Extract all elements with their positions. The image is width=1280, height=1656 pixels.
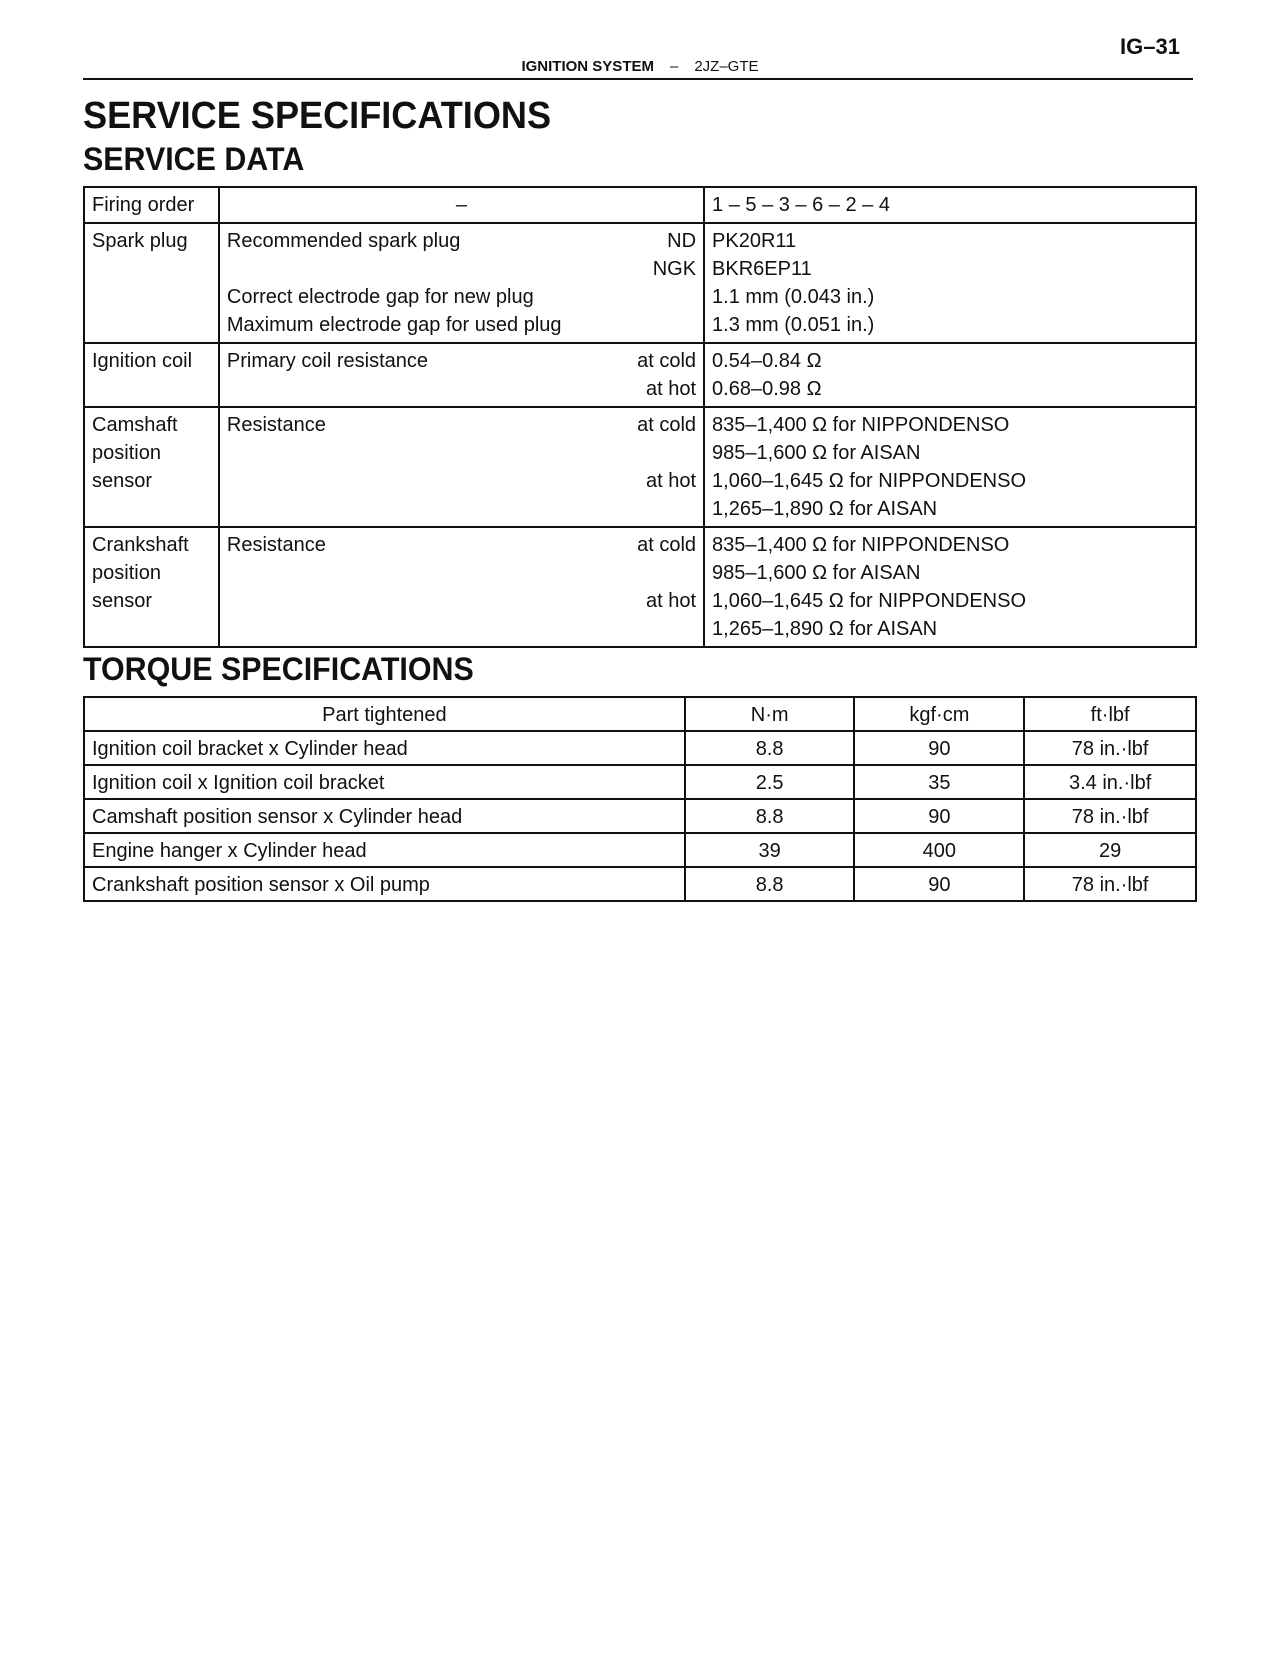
condition-dash: –	[455, 194, 468, 216]
table-row-crankshaft-sensor	[84, 527, 1196, 647]
condition-cell	[219, 187, 704, 223]
spec-value: 1,060–1,645 Ω for NIPPONDENSO	[712, 590, 1027, 612]
part-cell: Crankshaft position sensor x Oil pump	[84, 867, 685, 901]
item-label: sensor	[92, 470, 153, 492]
spec-condition: at cold	[637, 350, 697, 372]
value-cell	[704, 407, 1196, 527]
item-label: Crankshaft	[92, 534, 189, 556]
spec-line	[227, 411, 696, 439]
spec-condition: at hot	[645, 590, 697, 612]
column-header-part: Part tightened	[84, 697, 685, 731]
spec-label: Maximum electrode gap for used plug	[226, 314, 562, 336]
item-label: Spark plug	[92, 230, 188, 252]
spec-label: Resistance	[226, 534, 326, 556]
spec-line	[227, 283, 696, 311]
item-label: Firing order	[92, 194, 195, 216]
nm-cell: 8.8	[685, 731, 855, 765]
spec-label: Resistance	[226, 414, 326, 436]
spec-value: 1,060–1,645 Ω for NIPPONDENSO	[712, 470, 1027, 492]
ftlbf-cell: 78 in.·lbf	[1024, 799, 1196, 833]
table-row-firing-order	[84, 187, 1196, 223]
condition-cell	[219, 343, 704, 407]
spec-line	[227, 347, 696, 375]
spec-line	[227, 311, 696, 339]
nm-cell: 8.8	[685, 799, 855, 833]
firing-order-value: 1 – 5 – 3 – 6 – 2 – 4	[712, 194, 890, 216]
spec-value: 1.1 mm (0.043 in.)	[712, 286, 875, 308]
ftlbf-cell: 78 in.·lbf	[1024, 731, 1196, 765]
spec-value: 0.68–0.98 Ω	[712, 378, 822, 400]
nm-cell: 39	[685, 833, 855, 867]
spec-value: 1,265–1,890 Ω for AISAN	[712, 618, 938, 640]
spec-value: 0.54–0.84 Ω	[712, 350, 822, 372]
spec-line	[227, 615, 696, 643]
item-cell	[84, 223, 219, 343]
column-header-ftlbf: ft·lbf	[1024, 697, 1196, 731]
service-data-heading: SERVICE DATA	[83, 141, 305, 177]
spec-value: 1,265–1,890 Ω for AISAN	[712, 498, 938, 520]
item-label: sensor	[92, 590, 153, 612]
spec-label: Correct electrode gap for new plug	[226, 286, 534, 308]
part-cell: Ignition coil bracket x Cylinder head	[84, 731, 685, 765]
spec-line	[227, 227, 696, 255]
table-row-ignition-coil	[84, 343, 1196, 407]
spec-value: BKR6EP11	[712, 258, 812, 280]
item-label: position	[92, 442, 161, 464]
item-label: Camshaft	[92, 414, 178, 436]
nm-cell: 8.8	[685, 867, 855, 901]
spec-line	[227, 531, 696, 559]
table-row	[84, 833, 1196, 867]
table-row	[84, 765, 1196, 799]
spec-label: Primary coil resistance	[226, 350, 429, 372]
header-separator: –	[669, 58, 679, 75]
kgfcm-cell: 90	[854, 867, 1024, 901]
spec-line	[227, 467, 696, 495]
torque-heading: TORQUE SPECIFICATIONS	[83, 651, 474, 687]
column-header-nm: N·m	[685, 697, 855, 731]
spec-line	[227, 559, 696, 587]
spec-value: 1.3 mm (0.051 in.)	[712, 314, 875, 336]
item-label: Ignition coil	[92, 350, 193, 372]
spec-condition: at cold	[637, 414, 697, 436]
header-rule	[83, 78, 1193, 80]
kgfcm-cell: 90	[854, 799, 1024, 833]
item-cell	[84, 407, 219, 527]
part-cell: Ignition coil x Ignition coil bracket	[84, 765, 685, 799]
item-cell	[84, 187, 219, 223]
value-cell	[704, 223, 1196, 343]
column-header-kgfcm: kgf·cm	[854, 697, 1024, 731]
page-number: IG–31	[1120, 34, 1180, 59]
spec-value: 835–1,400 Ω for NIPPONDENSO	[712, 414, 1010, 436]
item-label: position	[92, 562, 161, 584]
spec-line	[227, 255, 696, 283]
part-cell: Camshaft position sensor x Cylinder head	[84, 799, 685, 833]
section-name: IGNITION SYSTEM	[521, 58, 654, 75]
table-row	[84, 867, 1196, 901]
engine-code: 2JZ–GTE	[694, 58, 759, 75]
spec-label: Recommended spark plug	[226, 230, 461, 252]
spec-line	[227, 495, 696, 523]
item-cell	[84, 343, 219, 407]
condition-cell	[219, 407, 704, 527]
ftlbf-cell: 3.4 in.·lbf	[1024, 765, 1196, 799]
spec-line	[227, 439, 696, 467]
spec-value: PK20R11	[712, 230, 797, 252]
value-cell	[704, 527, 1196, 647]
page-title: SERVICE SPECIFICATIONS	[83, 95, 552, 137]
ftlbf-cell: 78 in.·lbf	[1024, 867, 1196, 901]
table-row-spark-plug	[84, 223, 1196, 343]
value-cell	[704, 343, 1196, 407]
running-header	[0, 58, 1280, 76]
table-header-row	[84, 697, 1196, 731]
spec-condition: ND	[667, 230, 697, 252]
table-row-camshaft-sensor	[84, 407, 1196, 527]
kgfcm-cell: 35	[854, 765, 1024, 799]
value-cell	[704, 187, 1196, 223]
item-cell	[84, 527, 219, 647]
part-cell: Engine hanger x Cylinder head	[84, 833, 685, 867]
service-data-table	[83, 186, 1197, 648]
spec-value: 835–1,400 Ω for NIPPONDENSO	[712, 534, 1010, 556]
spec-condition: at hot	[645, 378, 697, 400]
spec-condition: NGK	[652, 258, 697, 280]
spec-line	[227, 375, 696, 403]
condition-cell	[219, 223, 704, 343]
table-row	[84, 731, 1196, 765]
table-row	[84, 799, 1196, 833]
spec-condition: at hot	[645, 470, 697, 492]
kgfcm-cell: 400	[854, 833, 1024, 867]
spec-value: 985–1,600 Ω for AISAN	[712, 442, 921, 464]
spec-condition: at cold	[637, 534, 697, 556]
spec-line	[227, 587, 696, 615]
condition-cell	[219, 527, 704, 647]
ftlbf-cell: 29	[1024, 833, 1196, 867]
kgfcm-cell: 90	[854, 731, 1024, 765]
nm-cell: 2.5	[685, 765, 855, 799]
spec-value: 985–1,600 Ω for AISAN	[712, 562, 921, 584]
torque-table	[83, 696, 1197, 902]
